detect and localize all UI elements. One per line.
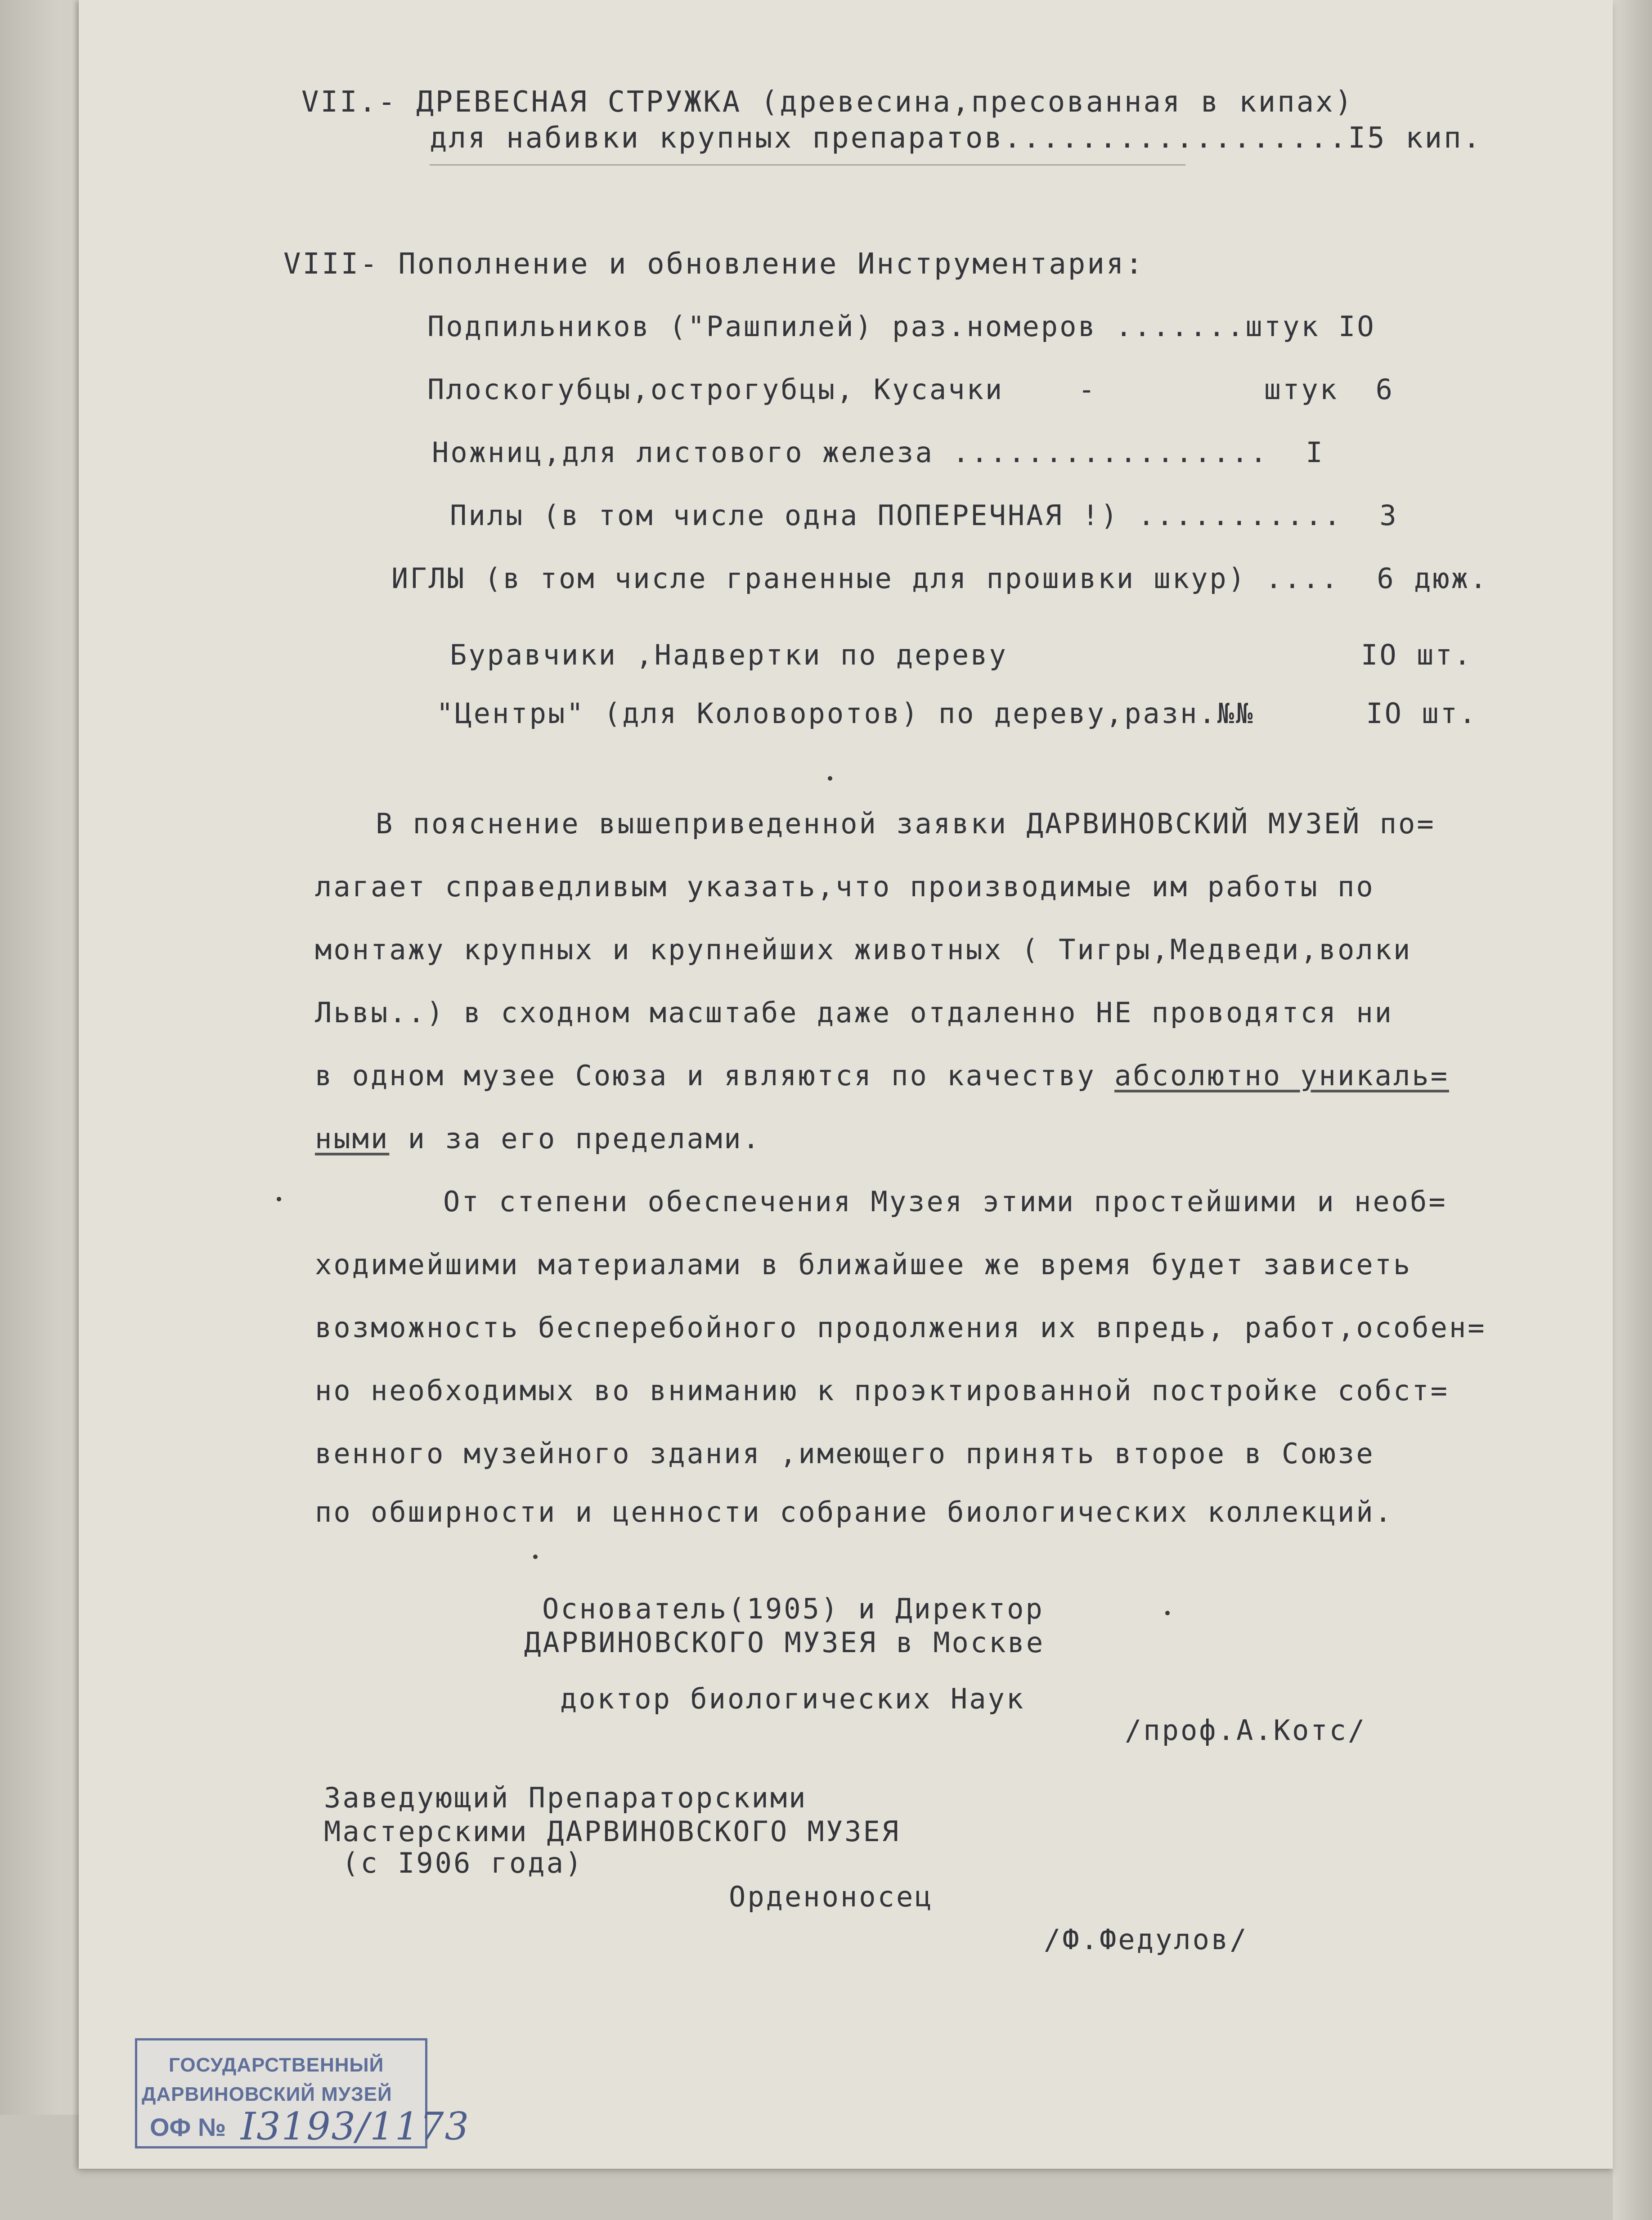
stamp-handwritten-number: I3193/1173 xyxy=(241,2104,470,2148)
underlying-sheet-right xyxy=(1613,0,1652,2220)
paper-speck xyxy=(828,776,832,781)
paragraph-1-line-3: монтажу крупных и крупнейших животных ( Тигры,Медведи,волки xyxy=(315,933,1412,966)
stamp-line-1: ГОСУДАРСТВЕННЫЙ xyxy=(169,2054,384,2076)
document-page xyxy=(79,0,1613,2169)
tool-item-saws: Пилы (в том числе одна ПОПЕРЕЧНАЯ !) ........... 3 xyxy=(450,499,1398,532)
paper-speck xyxy=(533,1555,538,1559)
paragraph-1-line-5-text: в одном музее Союза и являются по качеству xyxy=(315,1059,1115,1092)
tool-item-pliers: Плоскогубцы,острогубцы, Кусачки - штук 6 xyxy=(427,373,1395,406)
paragraph-2-line-1: От степени обеспечения Музея этими простейшими и необ= xyxy=(443,1185,1447,1218)
paragraph-2-line-4: но необходимых во вниманию к проэктированной постройке собст= xyxy=(315,1374,1449,1407)
section-viii-heading: VIII- Пополнение и обновление Инструментария: xyxy=(283,247,1145,281)
paragraph-1-line-1: В пояснение вышеприведенной заявки ДАРВИНОВСКИЙ МУЗЕЙ по= xyxy=(376,807,1436,840)
founder-name: /проф.А.Котс/ xyxy=(1125,1714,1367,1747)
founder-title-3: доктор биологических Наук xyxy=(560,1682,1025,1715)
tool-item-shears: Ножниц,для листового железа ................. I xyxy=(432,436,1324,469)
paragraph-2-line-3: возможность бесперебойного продолжения их впредь, работ,особен= xyxy=(315,1311,1486,1344)
paragraph-2-line-6: по обширности и ценности собрание биологических коллекций. xyxy=(315,1496,1393,1528)
section-vii-line-2: для набивки крупных препаратов..................I5 кип. xyxy=(430,121,1482,155)
tool-item-needles: ИГЛЫ (в том числе граненные для прошивки шкур) .... 6 дюж. xyxy=(391,562,1489,595)
tool-item-centers: "Центры" (для Коловоротов) по дереву,разн.№№ IO шт. xyxy=(436,697,1478,730)
head-title-2: Мастерскими ДАРВИНОВСКОГО МУЗЕЯ xyxy=(324,1815,901,1848)
paragraph-1-line-6 xyxy=(315,1122,761,1155)
head-title-1: Заведующий Препараторскими xyxy=(324,1781,808,1814)
head-title-3: (с I906 года) xyxy=(342,1847,584,1879)
paragraph-2-line-2: ходимейшими материалами в ближайшее же время будет зависеть xyxy=(315,1248,1412,1281)
paragraph-1-line-2: лагает справедливым указать,что производимые им работы по xyxy=(315,870,1375,903)
emphasis-unique: абсолютно уникаль= xyxy=(1114,1059,1449,1092)
tool-item-files: Подпильников ("Рашпилей) раз.номеров .......штук IO xyxy=(427,310,1376,343)
stamp-line-3: ОФ № xyxy=(150,2113,226,2141)
paper-speck xyxy=(277,1197,281,1201)
tool-item-gimlets: Буравчики ,Надвертки по дереву IO шт. xyxy=(450,638,1472,671)
section-vii-line-1: VII.- ДРЕВЕСНАЯ СТРУЖКА (древесина,пресованная в кипах) xyxy=(301,85,1354,119)
paragraph-2-line-5: венного музейного здания ,имеющего принять второе в Союзе xyxy=(315,1437,1375,1470)
paper-speck xyxy=(1165,1611,1170,1615)
stamp-line-2: ДАРВИНОВСКИЙ МУЗЕЙ xyxy=(142,2083,392,2105)
founder-title-1: Основатель(1905) и Директор xyxy=(542,1592,1044,1625)
head-name: /Ф.Федулов/ xyxy=(1044,1923,1248,1956)
underline-rule xyxy=(430,164,1185,166)
emphasis-unique-continued: ными xyxy=(315,1122,390,1155)
paragraph-1-line-5 xyxy=(315,1059,1449,1092)
founder-title-2: ДАРВИНОВСКОГО МУЗЕЯ в Москве xyxy=(524,1626,1045,1659)
paragraph-1-line-6-rest: и за его пределами. xyxy=(389,1122,761,1155)
head-title-4: Орденоносец xyxy=(729,1880,934,1913)
museum-inventory-stamp xyxy=(135,2038,470,2148)
paragraph-1-line-4: Львы..) в сходном масштабе даже отдаленно НЕ проводятся ни xyxy=(315,996,1393,1029)
